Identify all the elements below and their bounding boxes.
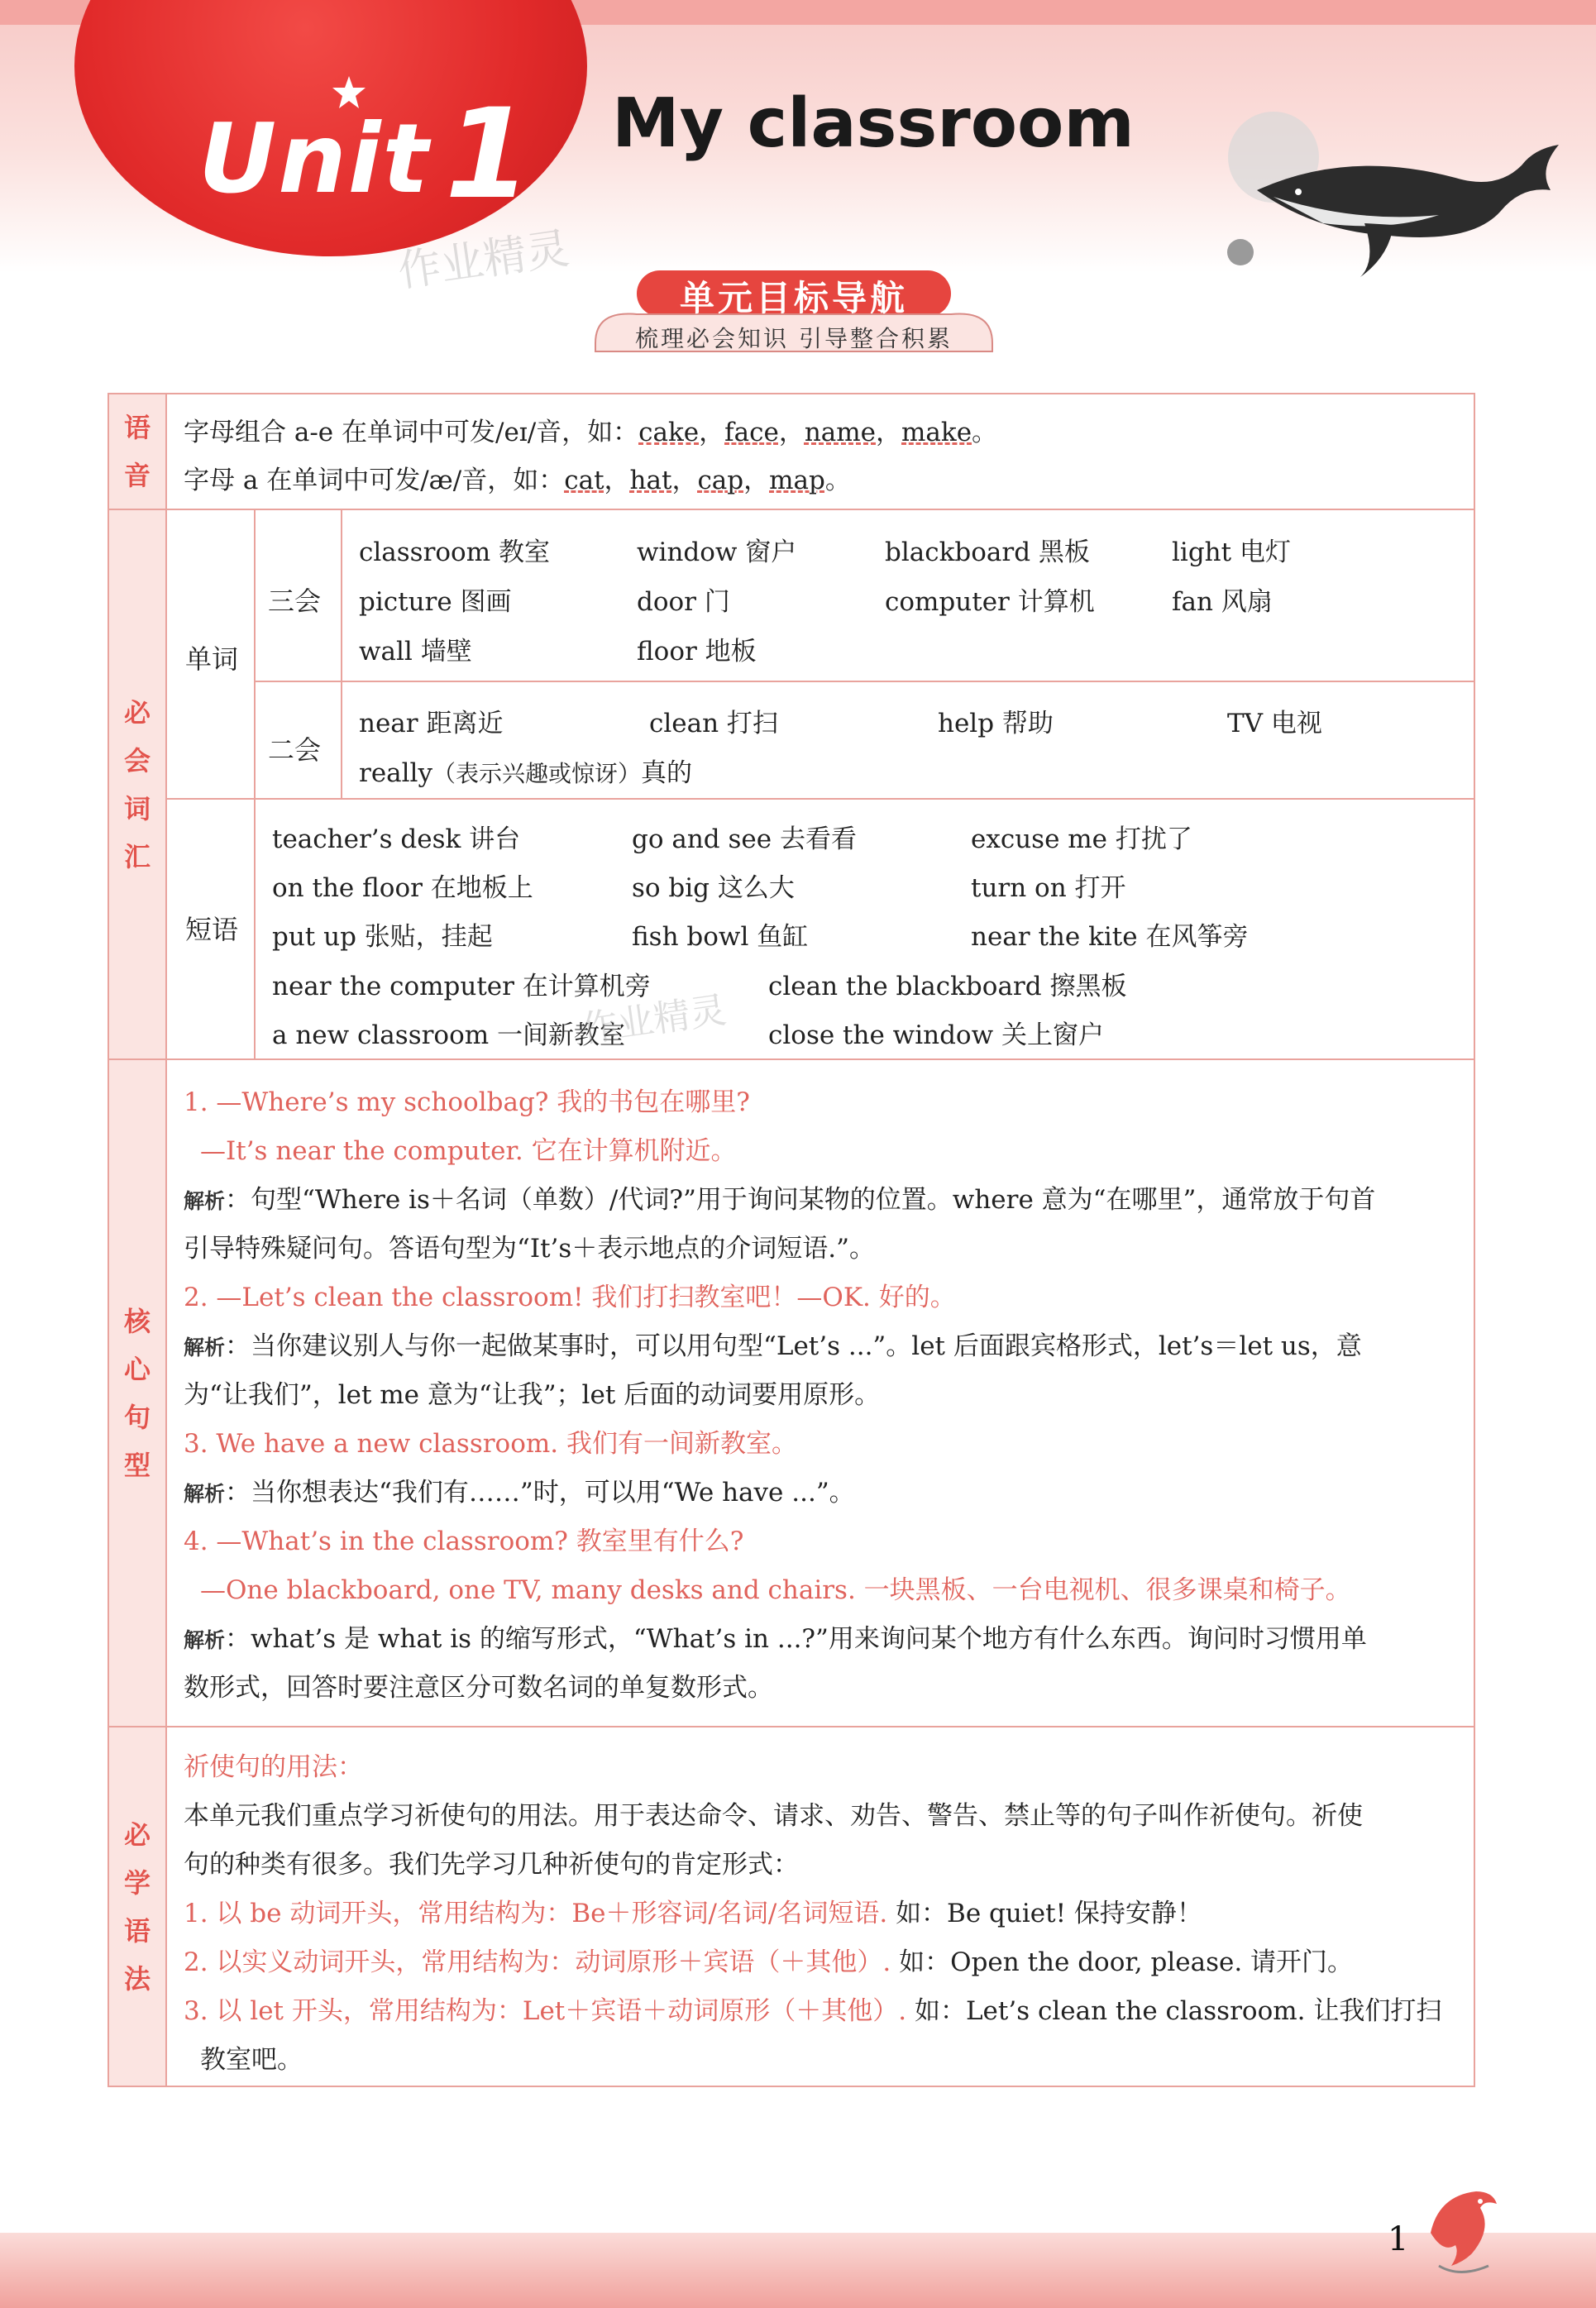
unit-word: Unit xyxy=(198,103,430,215)
rule-structure: 1. 以 be 动词开头，常用结构为：Be＋形容词/名词/名词短语. xyxy=(184,1899,888,1928)
vocabulary-section xyxy=(109,510,1474,1060)
star-icon xyxy=(331,74,367,111)
sentence-1-answer: —It’s near the computer. 它在计算机附近。 xyxy=(200,1136,737,1166)
example-word: cap xyxy=(697,466,744,495)
grammar-rule-3-cont: 教室吧。 xyxy=(200,2045,303,2075)
phrase-item: so big 这么大 xyxy=(632,873,795,903)
rule-structure: 3. 以 let 开头，常用结构为：Let＋宾语＋动词原形（＋其他）. xyxy=(184,1996,907,2026)
rule-example: 如：Let’s clean the classroom. 让我们打扫 xyxy=(914,1996,1442,2026)
grammar-rule-2 xyxy=(184,1941,1353,1978)
divider xyxy=(254,681,1474,682)
rule-text: 字母组合 a-e 在单词中可发/eɪ/音，如： xyxy=(184,418,639,447)
vocab-item: blackboard 黑板 xyxy=(885,538,1090,567)
phrase-item: a new classroom 一间新教室 xyxy=(272,1020,626,1050)
label-char: 型 xyxy=(123,1449,151,1481)
word-meaning: 真的 xyxy=(641,758,693,788)
phrase-item: near the computer 在计算机旁 xyxy=(272,972,651,1001)
label-char: 音 xyxy=(123,460,151,491)
phrase-item: excuse me 打扰了 xyxy=(971,824,1192,854)
phrase-item: teacher’s desk 讲台 xyxy=(272,824,521,854)
example-word: map xyxy=(769,466,825,495)
analysis-1 xyxy=(184,1178,1375,1216)
separator: ， xyxy=(743,466,770,495)
example-word: cat xyxy=(564,466,604,495)
phrase-item: turn on 打开 xyxy=(971,873,1126,903)
vocab-item: picture 图画 xyxy=(359,587,512,617)
sentence-3: 3. We have a new classroom. 我们有一间新教室。 xyxy=(184,1429,797,1459)
analysis-4 xyxy=(184,1618,1367,1655)
label-char: 会 xyxy=(123,744,151,777)
analysis-label: 解析 xyxy=(184,1628,226,1652)
separator: ， xyxy=(604,466,630,495)
separator: 。 xyxy=(972,418,998,447)
vocabulary-label xyxy=(109,510,167,1058)
words-label: 单词 xyxy=(185,643,239,675)
divider xyxy=(341,510,342,798)
analysis-text: ：当你建议别人与你一起做某事时，可以用句型“Let’s ...”。let 后面跟宾格形式，let’s＝let us，意 xyxy=(225,1331,1362,1361)
example-word: make xyxy=(901,418,972,447)
analysis-label: 解析 xyxy=(184,1189,226,1213)
separator: 。 xyxy=(824,466,851,495)
vocab-item: floor 地板 xyxy=(637,637,757,667)
page-header xyxy=(0,0,1596,352)
divider xyxy=(254,800,256,1058)
rule-structure: 2. 以实义动词开头，常用结构为：动词原形＋宾语（＋其他）. xyxy=(184,1947,891,1977)
vocab-item: fan 风扇 xyxy=(1172,587,1273,617)
rule-example: 如：Be quiet! 保持安静！ xyxy=(896,1899,1202,1928)
rule-text: 字母 a 在单词中可发/æ/音，如： xyxy=(184,466,565,495)
analysis-text: ：what’s 是 what is 的缩写形式，“What’s in ...?”用来询问某个地方有什么东西。询问时习惯用单 xyxy=(225,1624,1367,1654)
grammar-content xyxy=(167,1727,1474,2086)
grammar-intro-cont: 句的种类有很多。我们先学习几种祈使句的肯定形式： xyxy=(184,1850,799,1880)
vocab-item: near 距离近 xyxy=(359,709,504,738)
sentence-4-answer: —One blackboard, one TV, many desks and chairs. 一块黑板、一台电视机、很多课桌和椅子。 xyxy=(200,1575,1351,1605)
label-char: 语 xyxy=(123,1914,151,1947)
phrase-item: go and see 去看看 xyxy=(632,824,857,854)
grammar-section xyxy=(109,1727,1474,2086)
unit-goal-title: 单元目标导航 xyxy=(679,278,908,318)
analysis-label: 解析 xyxy=(184,1482,226,1506)
label-char: 法 xyxy=(123,1962,151,1995)
word: really xyxy=(359,758,432,788)
grammar-intro: 本单元我们重点学习祈使句的用法。用于表达命令、请求、劝告、警告、禁止等的句子叫作祈使句。祈使 xyxy=(184,1801,1363,1831)
analysis-text: ：当你想表达“我们有……”时，可以用“We have ...”。 xyxy=(225,1478,855,1508)
label-char: 语 xyxy=(123,412,151,443)
label-char: 句 xyxy=(123,1401,151,1433)
vocab-item-really xyxy=(359,752,692,789)
analysis-3 xyxy=(184,1471,855,1508)
watermark-text: 作业精灵 xyxy=(394,223,572,298)
phrase-item: put up 张贴，挂起 xyxy=(272,922,493,952)
example-word: name xyxy=(804,418,877,447)
divider xyxy=(254,510,256,798)
vocab-item: help 帮助 xyxy=(938,709,1054,738)
phrase-item: on the floor 在地板上 xyxy=(272,873,533,903)
grammar-rule-3 xyxy=(184,1990,1441,2027)
phrase-item: near the kite 在风筝旁 xyxy=(971,922,1249,952)
pronunciation-section xyxy=(109,394,1474,510)
separator: ， xyxy=(671,466,698,495)
three-skills-label: 三会 xyxy=(268,585,322,617)
two-skills-label: 二会 xyxy=(268,734,322,766)
footer-band xyxy=(0,2233,1596,2308)
analysis-4-cont: 数形式，回答时要注意区分可数名词的单复数形式。 xyxy=(184,1673,773,1703)
pronunciation-line-1 xyxy=(184,411,997,448)
label-char: 汇 xyxy=(123,840,151,872)
page-number: 1 xyxy=(1388,2220,1409,2258)
label-char: 学 xyxy=(123,1866,151,1899)
key-sentences-content xyxy=(167,1060,1474,1726)
key-sentences-section xyxy=(109,1060,1474,1727)
phrase-item: close the window 关上窗户 xyxy=(768,1020,1104,1050)
separator: ， xyxy=(778,418,805,447)
vocab-item: window 窗户 xyxy=(637,538,797,567)
unit-goal-subtitle: 梳理必会知识 引导整合积累 xyxy=(635,325,953,352)
vocab-item: classroom 教室 xyxy=(359,538,550,567)
example-word: face xyxy=(724,418,779,447)
phrase-item: fish bowl 鱼缸 xyxy=(632,922,809,952)
separator: ， xyxy=(876,418,902,447)
analysis-label: 解析 xyxy=(184,1336,226,1359)
vocab-item: door 门 xyxy=(637,587,730,617)
analysis-1-cont: 引导特殊疑问句。答语句型为“It’s＋表示地点的介词短语.”。 xyxy=(184,1234,876,1264)
knowledge-table xyxy=(108,393,1475,2087)
whale-illustration-icon xyxy=(1224,99,1571,289)
unit-name: My classroom xyxy=(612,84,1135,163)
grammar-label xyxy=(109,1727,167,2086)
pronunciation-label xyxy=(109,394,167,509)
rule-example: 如：Open the door, please. 请开门。 xyxy=(899,1947,1354,1977)
vocab-item: wall 墙壁 xyxy=(359,637,472,667)
divider xyxy=(167,798,1474,800)
label-char: 词 xyxy=(123,792,151,824)
label-char: 必 xyxy=(123,696,151,729)
vocab-item: clean 打扫 xyxy=(649,709,778,738)
vocabulary-content xyxy=(167,510,1474,1058)
sentence-1: 1. —Where’s my schoolbag? 我的书包在哪里? xyxy=(184,1087,750,1117)
pronunciation-content xyxy=(167,394,1474,509)
separator: ， xyxy=(699,418,725,447)
label-char: 核 xyxy=(123,1305,151,1337)
sentence-4: 4. —What’s in the classroom? 教室里有什么? xyxy=(184,1527,744,1556)
key-sentences-label xyxy=(109,1060,167,1726)
example-word: hat xyxy=(629,466,672,495)
phrases-label: 短语 xyxy=(185,914,239,945)
sentence-2: 2. —Let’s clean the classroom! 我们打扫教室吧！—OK. 好的。 xyxy=(184,1283,956,1312)
example-word: cake xyxy=(638,418,700,447)
grammar-heading: 祈使句的用法： xyxy=(184,1752,363,1782)
dolphin-icon xyxy=(1414,2183,1505,2282)
grammar-rule-1 xyxy=(184,1892,1202,1929)
pronunciation-line-2 xyxy=(184,459,851,496)
vocab-item: computer 计算机 xyxy=(885,587,1095,617)
analysis-text: ：句型“Where is＋名词（单数）/代词?”用于询问某物的位置。where 意为“在哪里”，通常放于句首 xyxy=(225,1185,1376,1215)
unit-number: 1 xyxy=(445,83,533,227)
analysis-2-cont: 为“让我们”，let me 意为“让我”；let 后面的动词要用原形。 xyxy=(184,1380,881,1410)
label-char: 必 xyxy=(123,1818,151,1851)
analysis-2 xyxy=(184,1325,1362,1362)
phrase-item: clean the blackboard 擦黑板 xyxy=(768,972,1127,1001)
label-char: 心 xyxy=(123,1353,151,1385)
word-note: （表示兴趣或惊讶） xyxy=(432,760,642,787)
vocab-item: TV 电视 xyxy=(1227,709,1322,738)
watermark-text: 作业精灵 xyxy=(578,988,729,1051)
vocab-item: light 电灯 xyxy=(1172,538,1291,567)
